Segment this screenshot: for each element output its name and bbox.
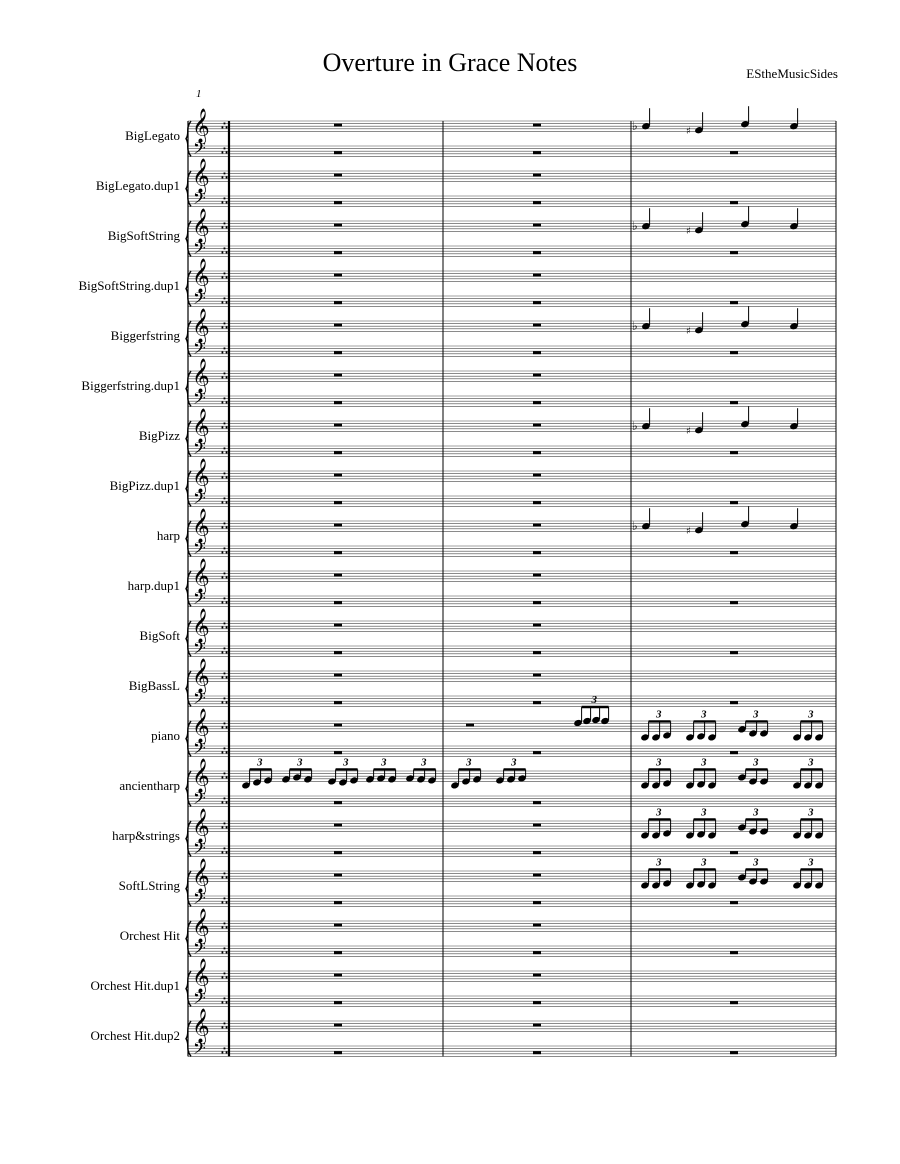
whole-rest — [334, 524, 342, 527]
whole-rest — [533, 901, 541, 904]
time-signature: ∴ — [221, 496, 228, 508]
instrument-system — [186, 708, 836, 762]
sharp-icon: ♯ — [686, 426, 691, 438]
bass-clef-icon: 𝄢 — [193, 138, 206, 163]
whole-rest — [334, 901, 342, 904]
time-signature: ∴ — [221, 971, 228, 983]
whole-rest — [533, 1024, 541, 1027]
instrument-label: Orchest Hit.dup1 — [90, 978, 180, 994]
instrument-system — [186, 558, 836, 612]
instrument-label: BigSoftString.dup1 — [78, 278, 180, 294]
time-signature: ∴ — [221, 171, 228, 183]
time-signature: ∴ — [221, 246, 228, 258]
whole-rest — [334, 301, 342, 304]
whole-rest — [730, 851, 738, 854]
instrument-label: harp — [156, 528, 180, 544]
instrument-system — [186, 958, 836, 1012]
sharp-icon: ♯ — [686, 226, 691, 238]
time-signature: ∴ — [221, 521, 228, 533]
time-signature: ∴ — [221, 821, 228, 833]
whole-rest — [533, 551, 541, 554]
tuplet-label: 3 — [343, 756, 349, 769]
treble-clef-icon: 𝄞 — [192, 708, 210, 744]
whole-rest — [334, 201, 342, 204]
whole-rest — [533, 301, 541, 304]
time-signature: ∴ — [221, 896, 228, 908]
whole-rest — [730, 301, 738, 304]
whole-rest — [533, 674, 541, 677]
whole-rest — [533, 874, 541, 877]
time-signature: ∴ — [221, 846, 228, 858]
whole-rest — [334, 351, 342, 354]
instrument-label: BigPizz — [138, 428, 180, 444]
time-signature: ∴ — [221, 596, 228, 608]
treble-clef-icon: 𝄞 — [192, 158, 210, 194]
whole-rest — [334, 224, 342, 227]
time-signature: ∴ — [221, 396, 228, 408]
whole-rest — [730, 351, 738, 354]
instrument-system — [186, 208, 836, 262]
instrument-label: BigLegato — [125, 128, 180, 144]
time-signature: ∴ — [221, 921, 228, 933]
tuplet-label: 3 — [381, 756, 387, 769]
tuplet-label: 3 — [656, 806, 662, 819]
instrument-label: BigSoft — [139, 628, 180, 644]
instrument-system — [186, 108, 836, 162]
time-signature: ∴ — [221, 321, 228, 333]
time-signature: ∴ — [221, 196, 228, 208]
time-signature: ∴ — [221, 1046, 228, 1058]
treble-clef-icon: 𝄞 — [192, 958, 210, 994]
flat-icon: ♭ — [632, 119, 638, 134]
instrument-label: BigPizz.dup1 — [109, 478, 180, 494]
time-signature: ∴ — [221, 746, 228, 758]
whole-rest — [334, 574, 342, 577]
time-signature: ∴ — [221, 771, 228, 783]
bass-clef-icon: 𝄢 — [193, 388, 206, 413]
tuplet-label: 3 — [511, 756, 517, 769]
composer-name: EStheMusicSides — [746, 66, 838, 81]
instrument-label: BigBassL — [128, 678, 180, 694]
treble-clef-icon: 𝄞 — [192, 858, 210, 894]
whole-rest — [533, 601, 541, 604]
whole-rest — [730, 701, 738, 704]
bass-clef-icon: 𝄢 — [193, 738, 206, 763]
sharp-icon: ♯ — [686, 326, 691, 338]
whole-rest — [730, 501, 738, 504]
tuplet-label: 3 — [257, 756, 263, 769]
tuplet-label: 3 — [656, 856, 662, 869]
instrument-system — [186, 258, 836, 312]
whole-rest — [334, 501, 342, 504]
whole-rest — [334, 151, 342, 154]
tuplet-label: 3 — [701, 806, 707, 819]
whole-rest — [334, 174, 342, 177]
treble-clef-icon: 𝄞 — [192, 358, 210, 394]
instrument-system — [186, 308, 836, 362]
time-signature: ∴ — [221, 546, 228, 558]
treble-clef-icon: 𝄞 — [192, 208, 210, 244]
instrument-system — [186, 358, 836, 412]
whole-rest — [334, 551, 342, 554]
time-signature: ∴ — [221, 471, 228, 483]
time-signature: ∴ — [221, 996, 228, 1008]
tuplet-label: 3 — [753, 856, 759, 869]
whole-rest — [334, 824, 342, 827]
whole-rest — [533, 374, 541, 377]
whole-rest — [533, 701, 541, 704]
whole-rest — [533, 951, 541, 954]
tuplet-label: 3 — [656, 708, 662, 721]
tuplet-label: 3 — [808, 708, 814, 721]
instrument-system — [186, 1008, 836, 1062]
instrument-label: Orchest Hit — [119, 928, 180, 944]
whole-rest — [533, 201, 541, 204]
whole-rest — [533, 1001, 541, 1004]
time-signature: ∴ — [221, 271, 228, 283]
instrument-system — [186, 858, 836, 912]
tuplet-label: 3 — [753, 708, 759, 721]
time-signature: ∴ — [221, 1021, 228, 1033]
whole-rest — [334, 874, 342, 877]
tuplet-label: 3 — [656, 756, 662, 769]
sharp-icon: ♯ — [686, 526, 691, 538]
bass-clef-icon: 𝄢 — [193, 488, 206, 513]
whole-rest — [533, 324, 541, 327]
time-signature: ∴ — [221, 571, 228, 583]
treble-clef-icon: 𝄞 — [192, 508, 210, 544]
instrument-label: BigSoftString — [107, 228, 180, 244]
instrument-system — [186, 508, 836, 562]
whole-rest — [466, 724, 474, 727]
whole-rest — [334, 624, 342, 627]
tuplet-label: 3 — [297, 756, 303, 769]
whole-rest — [334, 401, 342, 404]
time-signature: ∴ — [221, 421, 228, 433]
bass-clef-icon: 𝄢 — [193, 238, 206, 263]
whole-rest — [533, 1051, 541, 1054]
whole-rest — [334, 974, 342, 977]
tuplet-label: 3 — [701, 756, 707, 769]
bass-clef-icon: 𝄢 — [193, 638, 206, 663]
time-signature: ∴ — [221, 796, 228, 808]
whole-rest — [533, 424, 541, 427]
time-signature: ∴ — [221, 446, 228, 458]
whole-rest — [334, 424, 342, 427]
whole-rest — [334, 251, 342, 254]
whole-rest — [730, 451, 738, 454]
instrument-system — [186, 158, 836, 212]
time-signature: ∴ — [221, 146, 228, 158]
instrument-system — [186, 408, 836, 462]
instrument-label: ancientharp — [119, 778, 180, 794]
bass-clef-icon: 𝄢 — [193, 188, 206, 213]
bass-clef-icon: 𝄢 — [193, 788, 206, 813]
treble-clef-icon: 𝄞 — [192, 108, 210, 144]
time-signature: ∴ — [221, 621, 228, 633]
whole-rest — [334, 724, 342, 727]
time-signature: ∴ — [221, 346, 228, 358]
bass-clef-icon: 𝄢 — [193, 1038, 206, 1063]
whole-rest — [334, 951, 342, 954]
flat-icon: ♭ — [632, 519, 638, 534]
whole-rest — [334, 851, 342, 854]
whole-rest — [334, 474, 342, 477]
bass-clef-icon: 𝄢 — [193, 338, 206, 363]
bass-clef-icon: 𝄢 — [193, 938, 206, 963]
whole-rest — [730, 951, 738, 954]
whole-rest — [334, 1024, 342, 1027]
whole-rest — [533, 174, 541, 177]
time-signature: ∴ — [221, 721, 228, 733]
instrument-label: Biggerfstring — [110, 328, 180, 344]
whole-rest — [334, 274, 342, 277]
instrument-system — [186, 808, 836, 862]
instrument-system — [186, 658, 836, 712]
whole-rest — [334, 751, 342, 754]
whole-rest — [334, 601, 342, 604]
whole-rest — [334, 1001, 342, 1004]
score-title: Overture in Grace Notes — [322, 48, 578, 77]
tuplet-label: 3 — [808, 756, 814, 769]
whole-rest — [533, 651, 541, 654]
bass-clef-icon: 𝄢 — [193, 838, 206, 863]
treble-clef-icon: 𝄞 — [192, 258, 210, 294]
tuplet-label: 3 — [808, 806, 814, 819]
time-signature: ∴ — [221, 646, 228, 658]
instrument-label: harp.dup1 — [127, 578, 180, 594]
bass-clef-icon: 𝄢 — [193, 288, 206, 313]
whole-rest — [533, 151, 541, 154]
whole-rest — [533, 351, 541, 354]
time-signature: ∴ — [221, 671, 228, 683]
whole-rest — [334, 451, 342, 454]
whole-rest — [334, 651, 342, 654]
whole-rest — [334, 1051, 342, 1054]
whole-rest — [730, 1001, 738, 1004]
whole-rest — [533, 474, 541, 477]
time-signature: ∴ — [221, 121, 228, 133]
whole-rest — [334, 924, 342, 927]
flat-icon: ♭ — [632, 219, 638, 234]
time-signature: ∴ — [221, 221, 228, 233]
whole-rest — [334, 374, 342, 377]
instrument-label: BigLegato.dup1 — [95, 178, 180, 194]
time-signature: ∴ — [221, 696, 228, 708]
time-signature: ∴ — [221, 296, 228, 308]
whole-rest — [533, 624, 541, 627]
treble-clef-icon: 𝄞 — [192, 558, 210, 594]
whole-rest — [730, 751, 738, 754]
treble-clef-icon: 𝄞 — [192, 408, 210, 444]
whole-rest — [533, 251, 541, 254]
flat-icon: ♭ — [632, 419, 638, 434]
treble-clef-icon: 𝄞 — [192, 908, 210, 944]
whole-rest — [533, 751, 541, 754]
whole-rest — [334, 324, 342, 327]
tuplet-label: 3 — [753, 806, 759, 819]
tuplet-label: 3 — [701, 856, 707, 869]
time-signature: ∴ — [221, 371, 228, 383]
bass-clef-icon: 𝄢 — [193, 688, 206, 713]
whole-rest — [533, 224, 541, 227]
instrument-system — [186, 908, 836, 962]
whole-rest — [334, 674, 342, 677]
whole-rest — [730, 251, 738, 254]
whole-rest — [730, 601, 738, 604]
treble-clef-icon: 𝄞 — [192, 808, 210, 844]
tuplet-label: 3 — [808, 856, 814, 869]
measure-number: 1 — [196, 88, 202, 100]
whole-rest — [730, 901, 738, 904]
whole-rest — [730, 151, 738, 154]
whole-rest — [533, 501, 541, 504]
treble-clef-icon: 𝄞 — [192, 458, 210, 494]
whole-rest — [730, 201, 738, 204]
whole-rest — [533, 824, 541, 827]
whole-rest — [730, 1051, 738, 1054]
time-signature: ∴ — [221, 946, 228, 958]
whole-rest — [533, 274, 541, 277]
whole-rest — [334, 801, 342, 804]
whole-rest — [533, 574, 541, 577]
whole-rest — [533, 524, 541, 527]
whole-rest — [334, 124, 342, 127]
tuplet-label: 3 — [421, 756, 427, 769]
whole-rest — [730, 551, 738, 554]
whole-rest — [533, 851, 541, 854]
whole-rest — [730, 651, 738, 654]
treble-clef-icon: 𝄞 — [192, 308, 210, 344]
instrument-label: Orchest Hit.dup2 — [90, 1028, 180, 1044]
sharp-icon: ♯ — [686, 126, 691, 138]
instrument-label: piano — [151, 728, 180, 744]
instrument-label: harp&strings — [112, 828, 180, 844]
instrument-label: Biggerfstring.dup1 — [81, 378, 180, 394]
bass-clef-icon: 𝄢 — [193, 438, 206, 463]
whole-rest — [533, 974, 541, 977]
bass-clef-icon: 𝄢 — [193, 538, 206, 563]
treble-clef-icon: 𝄞 — [192, 758, 210, 794]
treble-clef-icon: 𝄞 — [192, 1008, 210, 1044]
instrument-label: SoftLString — [118, 878, 180, 894]
whole-rest — [533, 451, 541, 454]
whole-rest — [533, 401, 541, 404]
tuplet-label: 3 — [466, 756, 472, 769]
bass-clef-icon: 𝄢 — [193, 588, 206, 613]
time-signature: ∴ — [221, 871, 228, 883]
whole-rest — [533, 124, 541, 127]
tuplet-label: 3 — [701, 708, 707, 721]
whole-rest — [334, 701, 342, 704]
instrument-system — [186, 458, 836, 512]
tuplet-label: 3 — [591, 694, 597, 706]
whole-rest — [533, 924, 541, 927]
whole-rest — [533, 801, 541, 804]
flat-icon: ♭ — [632, 319, 638, 334]
instrument-system — [186, 608, 836, 662]
bass-clef-icon: 𝄢 — [193, 888, 206, 913]
whole-rest — [730, 401, 738, 404]
treble-clef-icon: 𝄞 — [192, 608, 210, 644]
tuplet-label: 3 — [753, 756, 759, 769]
bass-clef-icon: 𝄢 — [193, 988, 206, 1013]
treble-clef-icon: 𝄞 — [192, 658, 210, 694]
